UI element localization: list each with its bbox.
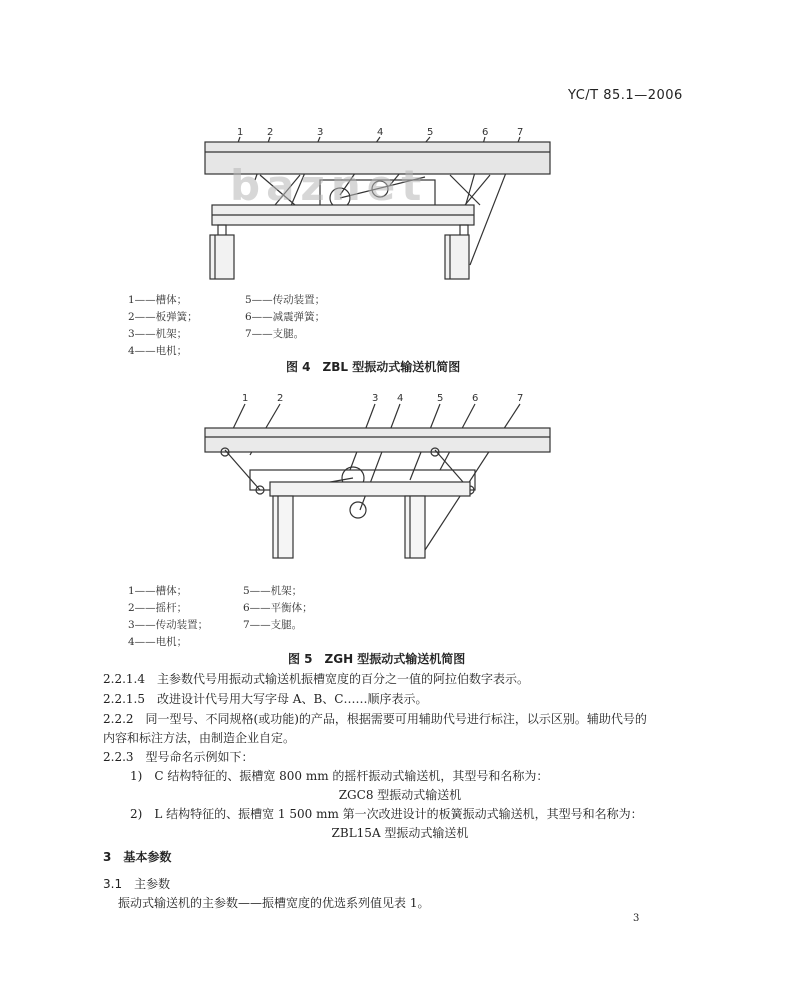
standard-code: YC/T 85.1—2006 — [568, 88, 683, 103]
figure-4-drawing — [190, 125, 565, 285]
page-number: 3 — [633, 913, 640, 924]
fig5-leg-right — [405, 496, 425, 558]
fig5-legend-item: 7——支腿。 — [243, 619, 303, 631]
fig4-callout-3: 3 — [317, 127, 324, 138]
fig4-callout-7: 7 — [517, 127, 524, 138]
fig4-legend-right — [245, 292, 325, 343]
fig5-callout-5: 5 — [437, 393, 444, 404]
fig5-callout-2: 2 — [277, 393, 284, 404]
fig4-legend-item: 2——板弹簧； — [128, 311, 198, 323]
fig4-callout-1: 1 — [237, 127, 244, 138]
fig5-frame — [270, 482, 470, 496]
fig4-callout-6: 6 — [482, 127, 489, 138]
example-2-name: ZBL15A 型振动式输送机 — [331, 826, 469, 840]
clause-2-2-2-line1: 2.2.2 同一型号、不同规格(或功能)的产品，根据需要可用辅助代号进行标注，以示区别。辅助代号的 — [103, 712, 647, 726]
fig4-callout-5: 5 — [427, 127, 434, 138]
fig4-leg-left — [210, 235, 234, 279]
fig5-leader-7 — [425, 404, 520, 550]
watermark: baznet — [230, 161, 428, 210]
fig4-leg-right — [445, 235, 469, 279]
fig4-legend-item: 3——机架； — [128, 328, 188, 340]
fig5-legend-item: 3——传动装置； — [128, 619, 209, 631]
fig5-legend-item: 2——摇杆； — [128, 602, 188, 614]
example-2: 2) L 结构特征的、振槽宽 1 500 mm 第一次改进设计的板簧振动式输送机，其型号和名称为： — [130, 807, 643, 821]
fig5-caption: 图 5 ZGH 型振动式输送机简图 — [288, 652, 466, 666]
fig5-trough — [205, 428, 550, 452]
fig4-callout-4: 4 — [377, 127, 384, 138]
section-3-heading: 3 基本参数 — [103, 850, 172, 864]
figure-5-drawing — [195, 390, 560, 565]
fig5-callout-7: 7 — [517, 393, 524, 404]
fig4-legend-left — [128, 292, 198, 360]
fig4-legend-item: 7——支腿。 — [245, 328, 305, 340]
fig4-legend-item: 4——电机； — [128, 345, 188, 357]
fig4-legend-item: 5——传动装置； — [245, 294, 326, 306]
section-3-1-heading: 3.1 主参数 — [103, 877, 171, 891]
clause-2-2-1-5: 2.2.1.5 改进设计代号用大写字母 A、B、C……顺序表示。 — [103, 692, 428, 706]
fig4-legend-item: 6——减震弹簧； — [245, 311, 326, 323]
fig5-legend-right — [243, 583, 313, 634]
fig5-legend-item: 5——机架； — [243, 585, 303, 597]
fig5-callout-6: 6 — [472, 393, 479, 404]
fig5-callout-3: 3 — [372, 393, 379, 404]
fig4-caption: 图 4 ZBL 型振动式输送机简图 — [286, 360, 461, 374]
fig5-legend-item: 6——平衡体； — [243, 602, 313, 614]
fig5-motor — [350, 502, 366, 518]
fig5-callout-1: 1 — [242, 393, 249, 404]
example-1: 1) C 结构特征的、振槽宽 800 mm 的摇杆振动式输送机，其型号和名称为： — [130, 769, 549, 783]
clause-2-2-2-line2: 内容和标注方法，由制造企业自定。 — [103, 731, 296, 745]
example-1-name: ZGC8 型振动式输送机 — [338, 788, 462, 802]
fig5-legend-item: 1——槽体； — [128, 585, 188, 597]
fig5-leg-left — [273, 496, 293, 558]
section-3-1-text: 振动式输送机的主参数——振槽宽度的优选系列值见表 1。 — [118, 896, 430, 910]
fig4-callout-2: 2 — [267, 127, 274, 138]
fig5-legend-item: 4——电机； — [128, 636, 188, 648]
fig5-callout-4: 4 — [397, 393, 404, 404]
fig4-legend-item: 1——槽体； — [128, 294, 188, 306]
clause-2-2-1-4: 2.2.1.4 主参数代号用振动式输送机振槽宽度的百分之一值的阿拉伯数字表示。 — [103, 672, 529, 686]
clause-2-2-3: 2.2.3 型号命名示例如下： — [103, 750, 254, 764]
fig5-legend-left — [128, 583, 208, 651]
